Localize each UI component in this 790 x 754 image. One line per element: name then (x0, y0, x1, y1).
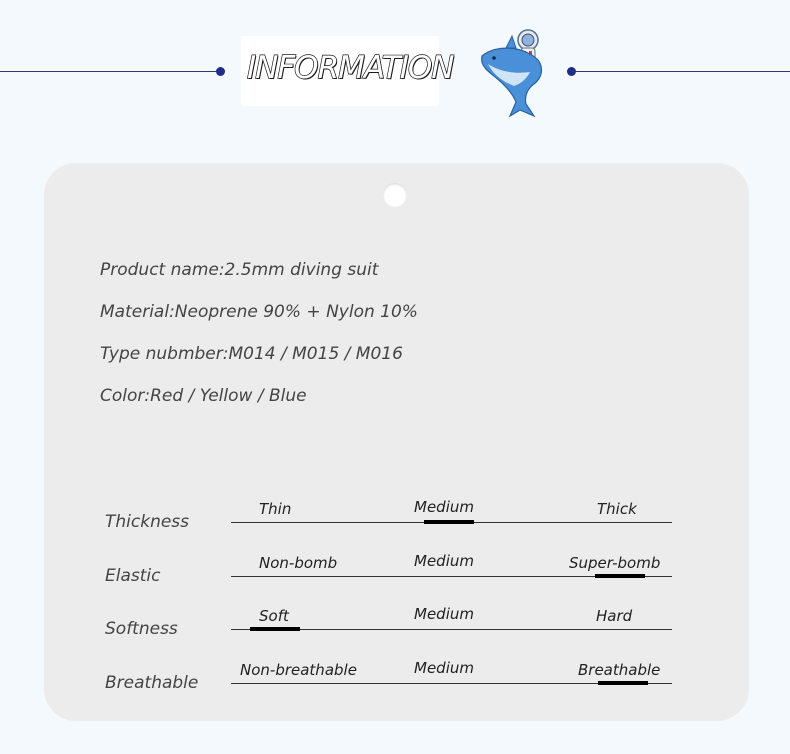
softness-option-medium: Medium (414, 605, 474, 623)
elastic-label: Elastic (105, 566, 161, 586)
softness-option-hard: Hard (596, 607, 633, 625)
thickness-option-thick: Thick (597, 500, 637, 518)
elastic-option-super-bomb: Super-bomb (569, 554, 661, 572)
elastic-marker (595, 574, 645, 578)
product-material: Material:Neoprene 90% + Nylon 10% (100, 302, 418, 322)
breathable-option-medium: Medium (414, 659, 474, 677)
header-divider-left (0, 71, 222, 72)
softness-label: Softness (105, 619, 178, 639)
thickness-marker (424, 520, 474, 524)
breathable-marker (598, 681, 648, 685)
page-title: INFORMATION (247, 50, 454, 86)
product-type-number: Type nubmber:M014 / M015 / M016 (100, 344, 403, 364)
thickness-option-thin: Thin (259, 500, 292, 518)
elastic-option-non-bomb: Non-bomb (259, 554, 338, 572)
product-name: Product name:2.5mm diving suit (100, 260, 379, 280)
elastic-option-medium: Medium (414, 552, 474, 570)
header-dot-left (216, 67, 225, 76)
breathable-option-breathable: Breathable (578, 661, 661, 679)
softness-option-soft: Soft (259, 607, 289, 625)
thickness-option-medium: Medium (414, 498, 474, 516)
header-divider-right (572, 71, 790, 72)
breathable-label: Breathable (105, 673, 199, 693)
softness-marker (250, 627, 300, 631)
dolphin-icon (476, 26, 558, 118)
tag-hole (383, 183, 407, 207)
thickness-label: Thickness (105, 512, 190, 532)
breathable-option-non-breathable: Non-breathable (240, 661, 357, 679)
product-color: Color:Red / Yellow / Blue (100, 386, 307, 406)
